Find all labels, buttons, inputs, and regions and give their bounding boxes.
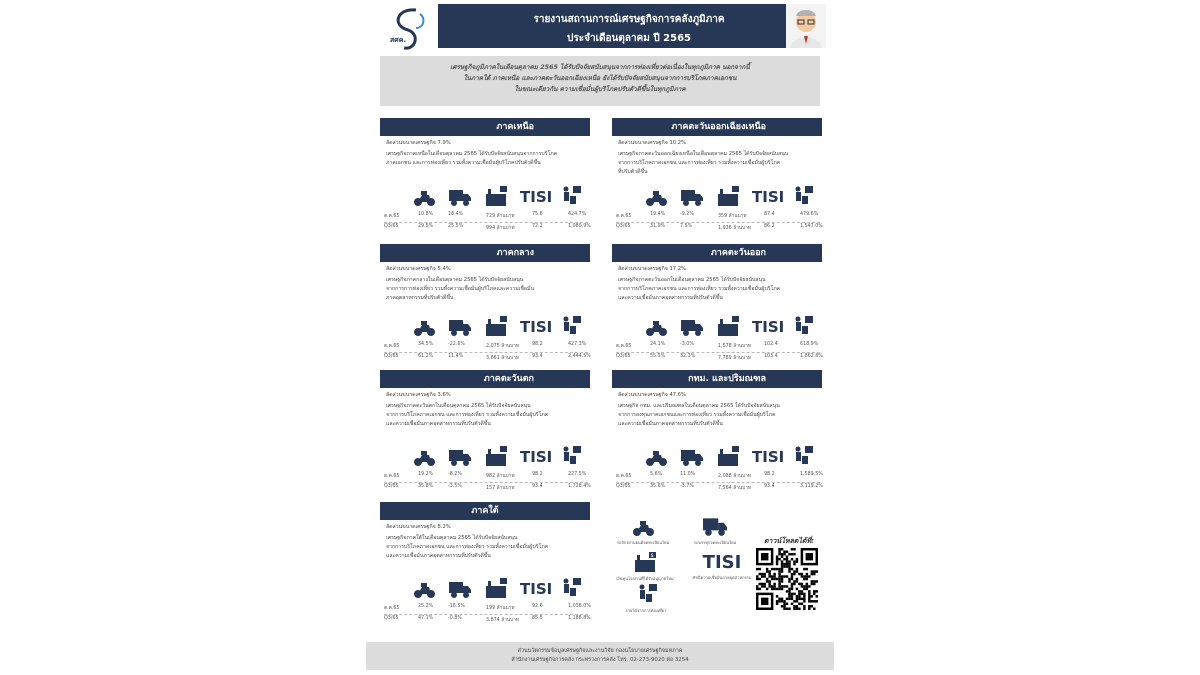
- description-line: จากการบริโภคภาคเอกชน และการท่องเที่ยว รวมทั้งความเชื่อมั่นผู้บริโภค: [618, 160, 781, 166]
- indicator-icons: [644, 446, 820, 468]
- legend-tisi: TISI ดัชนีความเชื่อมั่นภาคอุตสาหกรรม: [690, 552, 754, 581]
- description-line: เศรษฐกิจภาคเหนือในเดือนตุลาคม 2565 ได้รับปัจจัยสนับสนุนจากการบริโภค: [386, 151, 558, 157]
- indicator-value: 35.6%: [650, 484, 666, 489]
- region-panel: [380, 502, 590, 630]
- legend-motorcycle: รถจักรยานยนต์จดทะเบียนใหม่: [612, 516, 674, 546]
- row-label: Q3/65: [384, 224, 399, 229]
- row-label: Q3/65: [384, 354, 399, 359]
- indicator-value: 2,088 ล้านบาท: [718, 474, 752, 479]
- indicator-value: 18.4%: [448, 212, 464, 217]
- indicator-value: 31.9%: [650, 224, 666, 229]
- region-description: [612, 150, 812, 177]
- truck-icon: [448, 186, 472, 208]
- row-label: ต.ค.65: [384, 344, 400, 349]
- indicator-row-q3: [616, 354, 822, 363]
- description-line: จากการลงทุนภาคเอกชนและการท่องเที่ยว รวมทั้งความเชื่อมั่นผู้บริโภค: [618, 412, 776, 418]
- indicator-value: 61.2%: [418, 354, 434, 359]
- indicator-value: 93.4: [532, 484, 543, 489]
- indicator-value: -16.5%: [448, 604, 465, 609]
- indicator-value: 427.3%: [568, 342, 587, 347]
- indicator-value: 2,075 ล้านบาท: [486, 344, 520, 349]
- summary-box: [380, 56, 820, 106]
- summary-line: เศรษฐกิจภูมิภาคในเดือนตุลาคม 2565 ได้รับปัจจัยสนับสนุนจากการท่องเที่ยวต่อเนื่องในทุกภูมิภาค นอกจากนี้: [450, 63, 750, 71]
- tisi-icon: TISI: [752, 188, 785, 206]
- indicator-value: 72.2: [532, 224, 543, 229]
- summary-line: ในภาคใต้ ภาคเหนือ และภาคตะวันออกเฉียงเหนือ ยังได้รับปัจจัยสนับสนุนจากการบริโภคภาคเอกชน: [463, 74, 737, 82]
- reporter-avatar-icon: [786, 4, 826, 48]
- indicator-value: 618.9%: [800, 342, 819, 347]
- description-line: ภาคเอกชน และการท่องเที่ยว รวมทั้งความเชื่อมั่นผู้บริโภคปรับตัวดีขึ้น: [386, 160, 541, 166]
- fpo-logo: [386, 4, 432, 62]
- region-title: กทม. และปริมณฑล: [612, 370, 822, 388]
- qr-code[interactable]: [756, 548, 818, 610]
- row-label: Q3/65: [616, 354, 631, 359]
- indicator-value: 55.5%: [650, 354, 666, 359]
- motorcycle-icon: [412, 578, 436, 600]
- indicator-value: 98.2: [532, 342, 543, 347]
- tisi-icon: TISI: [752, 448, 785, 466]
- indicator-value: 92.6: [532, 604, 543, 609]
- indicator-value: -3.7%: [680, 484, 694, 489]
- indicator-value: 19.2%: [418, 472, 434, 477]
- indicator-row-oct: [616, 342, 822, 351]
- truck-icon: [680, 186, 704, 208]
- indicator-value: 29.5%: [418, 224, 434, 229]
- indicator-value: 85.5: [532, 616, 543, 621]
- indicator-value: 1,188.8%: [568, 616, 591, 621]
- indicator-value: 11.4%: [448, 354, 464, 359]
- indicator-value: 2,444.5%: [568, 354, 591, 359]
- row-label: Q3/65: [616, 224, 631, 229]
- report-page: [366, 0, 834, 675]
- summary-line: ในขณะเดียวกัน ความเชื่อมั่นผู้บริโภคปรับตัวดีขึ้นในทุกภูมิภาค: [514, 85, 686, 93]
- indicator-value: 35.8%: [418, 484, 434, 489]
- indicator-value: 103.4: [764, 354, 778, 359]
- truck-icon: [680, 446, 704, 468]
- report-title: รายงานสถานการณ์เศรษฐกิจการคลังภูมิภาค: [533, 14, 725, 25]
- indicator-value: 32.3%: [680, 354, 696, 359]
- indicator-value: 479.6%: [800, 212, 819, 217]
- indicator-value: 7,564 ล้านบาท: [718, 486, 752, 491]
- indicator-value: 1,547.0%: [800, 224, 823, 229]
- row-label: ต.ค.65: [384, 474, 400, 479]
- indicator-value: 34.5%: [418, 342, 434, 347]
- region-description: [380, 402, 580, 429]
- description-line: เศรษฐกิจ กทม. และปริมณฑลในเดือนตุลาคม 2565 ได้รับปัจจัยสนับสนุน: [618, 403, 780, 409]
- indicator-value: 5.6%: [650, 472, 663, 477]
- legend-tourist: รายได้จากการท่องเที่ยว: [616, 584, 676, 614]
- row-label: Q3/65: [384, 484, 399, 489]
- indicator-value: 98.2: [764, 472, 775, 477]
- description-line: เศรษฐกิจภาคตะวันออกในเดือนตุลาคม 2565 ได้รับปัจจัยสนับสนุน: [618, 277, 766, 283]
- row-divider: [384, 222, 588, 223]
- indicator-value: 3,119.2%: [800, 484, 823, 489]
- footer: [366, 642, 834, 670]
- region-panel: [612, 244, 822, 368]
- factory-icon: [716, 186, 740, 208]
- indicator-value: 157 ล้านบาท: [486, 486, 515, 491]
- region-share: สัดส่วนขนาดเศรษฐกิจ 3.6%: [386, 392, 451, 398]
- indicator-value: 3,661 ล้านบาท: [486, 356, 520, 361]
- description-line: และความเชื่อมั่นภาคอุตสาหกรรมที่ปรับตัวดีขึ้น: [386, 553, 491, 559]
- region-share: สัดส่วนขนาดเศรษฐกิจ 5.4%: [386, 266, 451, 272]
- indicator-value: 98.2: [532, 472, 543, 477]
- indicator-value: 47.1%: [418, 616, 434, 621]
- indicator-value: 199 ล้านบาท: [486, 606, 515, 611]
- truck-icon: [680, 316, 704, 338]
- region-description: [612, 402, 812, 429]
- row-label: ต.ค.65: [616, 344, 632, 349]
- region-title: ภาคกลาง: [380, 244, 590, 262]
- indicator-row-q3: [384, 354, 590, 363]
- region-panel: [612, 118, 822, 238]
- indicator-value: 1,589.5%: [800, 472, 823, 477]
- indicator-value: 7.5%: [680, 224, 693, 229]
- row-label: Q3/65: [384, 616, 399, 621]
- row-divider: [384, 614, 588, 615]
- legend-factory: $ เงินทุนโรงงานที่ได้รับอนุญาตใหม่: [616, 553, 674, 581]
- report-title-bar: [438, 4, 820, 48]
- indicator-value: 729 ล้านบาท: [486, 214, 515, 219]
- factory-icon: [716, 446, 740, 468]
- row-divider: [616, 222, 820, 223]
- description-line: เศรษฐกิจภาคใต้ในเดือนตุลาคม 2565 ได้รับปัจจัยสนับสนุน: [386, 535, 518, 541]
- description-line: ภาคอุตสาหกรรมที่ปรับตัวดีขึ้น: [386, 295, 454, 301]
- indicator-value: -22.6%: [448, 342, 465, 347]
- region-description: [380, 534, 580, 561]
- indicator-icons: [412, 186, 588, 208]
- description-line: เศรษฐกิจภาคกลางในเดือนตุลาคม 2565 ได้รับปัจจัยสนับสนุน: [386, 277, 524, 283]
- indicator-row-oct: [616, 212, 822, 221]
- description-line: จากการการท่องเที่ยว รวมทั้งความเชื่อมั่นผู้บริโภคและความเชื่อมั่น: [386, 286, 534, 292]
- indicator-value: 75.8: [532, 212, 543, 217]
- tisi-icon: TISI: [702, 552, 742, 573]
- footer-line: ส่วนนวัตกรรมข้อมูลเศรษฐกิจและงานวิจัย กองนโยบายเศรษฐกิจมหภาค: [517, 648, 683, 654]
- tourist-icon: [558, 446, 582, 468]
- region-description: [380, 276, 580, 303]
- factory-icon: [484, 446, 508, 468]
- indicator-value: 86.2: [764, 224, 775, 229]
- indicator-value: 359 ล้านบาท: [718, 214, 747, 219]
- region-title: ภาคใต้: [380, 502, 590, 520]
- indicator-value: 1,728.4%: [568, 484, 591, 489]
- indicator-value: 7,789 ล้านบาท: [718, 356, 752, 361]
- factory-icon: [716, 316, 740, 338]
- region-title: ภาคตะวันออก: [612, 244, 822, 262]
- region-panel: [380, 370, 590, 498]
- description-line: เศรษฐกิจภาคตะวันออกเฉียงเหนือในเดือนตุลาคม 2565 ได้รับปัจจัยสนับสนุน: [618, 151, 789, 157]
- motorcycle-icon: [644, 316, 668, 338]
- indicator-value: 1,038.0%: [568, 604, 591, 609]
- region-panel: [380, 118, 590, 238]
- tourist-icon: [558, 578, 582, 600]
- indicator-row-oct: [384, 604, 590, 613]
- truck-icon: [448, 446, 472, 468]
- indicator-row-oct: [616, 472, 822, 481]
- motorcycle-icon: [628, 516, 658, 538]
- region-title: ภาคตะวันออกเฉียงเหนือ: [612, 118, 822, 136]
- truck-icon: [698, 514, 732, 538]
- indicator-row-oct: [384, 472, 590, 481]
- svg-text:$: $: [650, 553, 654, 559]
- indicator-icons: [644, 316, 820, 338]
- indicator-value: 1,578 ล้านบาท: [718, 344, 752, 349]
- indicator-value: 994 ล้านบาท: [486, 226, 515, 231]
- indicator-value: 93.4: [532, 354, 543, 359]
- row-label: ต.ค.65: [384, 606, 400, 611]
- indicator-value: 10.8%: [418, 212, 434, 217]
- indicator-value: 102.4: [764, 342, 778, 347]
- tourist-icon: [558, 316, 582, 338]
- footer-line: สำนักงานเศรษฐกิจการคลัง กระทรวงการคลัง โทร. 02-273-9020 ต่อ 3254: [511, 657, 689, 663]
- tisi-icon: TISI: [520, 448, 553, 466]
- truck-icon: [448, 578, 472, 600]
- indicator-icons: [644, 186, 820, 208]
- indicator-value: -9.2%: [680, 212, 694, 217]
- indicator-icons: [412, 578, 588, 600]
- motorcycle-icon: [412, 446, 436, 468]
- tourist-icon: [790, 316, 814, 338]
- region-description: [380, 150, 580, 168]
- indicator-value: 19.4%: [650, 212, 666, 217]
- factory-icon: [484, 186, 508, 208]
- row-divider: [616, 352, 820, 353]
- description-line: และความเชื่อมั่นภาคอุตสาหกรรมที่ปรับตัวดีขึ้น: [618, 295, 723, 301]
- tourist-icon: [558, 186, 582, 208]
- indicator-row-q3: [616, 484, 822, 493]
- indicator-icons: [412, 316, 588, 338]
- indicator-row-q3: [384, 616, 590, 625]
- description-line: และความเชื่อมั่นภาคอุตสาหกรรมที่ปรับตัวดีขึ้น: [618, 421, 723, 427]
- region-share: สัดส่วนขนาดเศรษฐกิจ 47.6%: [618, 392, 686, 398]
- indicator-value: -3.5%: [448, 484, 462, 489]
- factory-icon: [484, 578, 508, 600]
- region-panel: [612, 370, 822, 498]
- motorcycle-icon: [644, 446, 668, 468]
- tourist-icon: [790, 446, 814, 468]
- report-subtitle: ประจำเดือนตุลาคม ปี 2565: [567, 33, 691, 44]
- indicator-value: 1,080.9%: [568, 224, 591, 229]
- region-title: ภาคตะวันตก: [380, 370, 590, 388]
- indicator-value: 87.4: [764, 212, 775, 217]
- row-label: ต.ค.65: [384, 214, 400, 219]
- region-share: สัดส่วนขนาดเศรษฐกิจ 8.2%: [386, 524, 451, 530]
- region-description: [612, 276, 812, 303]
- indicator-value: -0.8%: [448, 616, 462, 621]
- region-share: สัดส่วนขนาดเศรษฐกิจ 7.9%: [386, 140, 451, 146]
- factory-icon: [630, 552, 660, 574]
- logo-text: สศค.: [390, 36, 407, 44]
- row-divider: [384, 352, 588, 353]
- indicator-row-oct: [384, 212, 590, 221]
- indicator-row-q3: [616, 224, 822, 233]
- region-share: สัดส่วนขนาดเศรษฐกิจ 17.2%: [618, 266, 686, 272]
- indicator-row-q3: [384, 484, 590, 493]
- download-label: ดาวน์โหลดได้ที่:: [764, 537, 814, 545]
- motorcycle-icon: [412, 186, 436, 208]
- tourist-icon: [634, 584, 658, 606]
- region-share: สัดส่วนขนาดเศรษฐกิจ 10.2%: [618, 140, 686, 146]
- row-label: ต.ค.65: [616, 214, 632, 219]
- tisi-icon: TISI: [520, 188, 553, 206]
- tourist-icon: [790, 186, 814, 208]
- tisi-icon: TISI: [520, 318, 553, 336]
- tisi-icon: TISI: [520, 580, 553, 598]
- legend-truck: รถบรรทุกจดทะเบียนใหม่: [680, 514, 750, 546]
- indicator-value: 424.7%: [568, 212, 587, 217]
- description-line: จากการบริโภคภาคเอกชน และการท่องเที่ยว รวมทั้งความเชื่อมั่นผู้บริโภค: [386, 544, 549, 550]
- factory-icon: [484, 316, 508, 338]
- indicator-value: 227.5%: [568, 472, 587, 477]
- indicator-value: 982 ล้านบาท: [486, 474, 515, 479]
- description-line: จากการบริโภคภาคเอกชน และการท่องเที่ยว รวมทั้งความเชื่อมั่นผู้บริโภค: [386, 412, 549, 418]
- indicator-value: -3.0%: [680, 342, 694, 347]
- row-label: Q3/65: [616, 484, 631, 489]
- indicator-value: 24.1%: [650, 342, 666, 347]
- truck-icon: [448, 316, 472, 338]
- description-line: และความเชื่อมั่นภาคอุตสาหกรรมที่ปรับตัวดีขึ้น: [386, 421, 491, 427]
- indicator-value: 25.5%: [448, 224, 464, 229]
- tisi-icon: TISI: [752, 318, 785, 336]
- description-line: ที่ปรับตัวดีขึ้น: [618, 169, 648, 175]
- description-line: เศรษฐกิจภาคตะวันตกในเดือนตุลาคม 2565 ได้รับปัจจัยสนับสนุน: [386, 403, 531, 409]
- row-divider: [384, 482, 588, 483]
- indicator-value: 11.0%: [680, 472, 696, 477]
- motorcycle-icon: [644, 186, 668, 208]
- row-divider: [616, 482, 820, 483]
- indicator-value: -8.2%: [448, 472, 462, 477]
- region-title: ภาคเหนือ: [380, 118, 590, 136]
- indicator-row-q3: [384, 224, 590, 233]
- indicator-value: 25.2%: [418, 604, 434, 609]
- indicator-value: 3,874 ล้านบาท: [486, 618, 520, 623]
- indicator-value: 93.4: [764, 484, 775, 489]
- region-panel: [380, 244, 590, 368]
- motorcycle-icon: [412, 316, 436, 338]
- indicator-value: 1,936 ล้านบาท: [718, 226, 752, 231]
- indicator-value: 1,862.8%: [800, 354, 823, 359]
- indicator-row-oct: [384, 342, 590, 351]
- row-label: ต.ค.65: [616, 474, 632, 479]
- indicator-icons: [412, 446, 588, 468]
- description-line: จากการบริโภคภาคเอกชน และการท่องเที่ยว รวมทั้งความเชื่อมั่นผู้บริโภค: [618, 286, 781, 292]
